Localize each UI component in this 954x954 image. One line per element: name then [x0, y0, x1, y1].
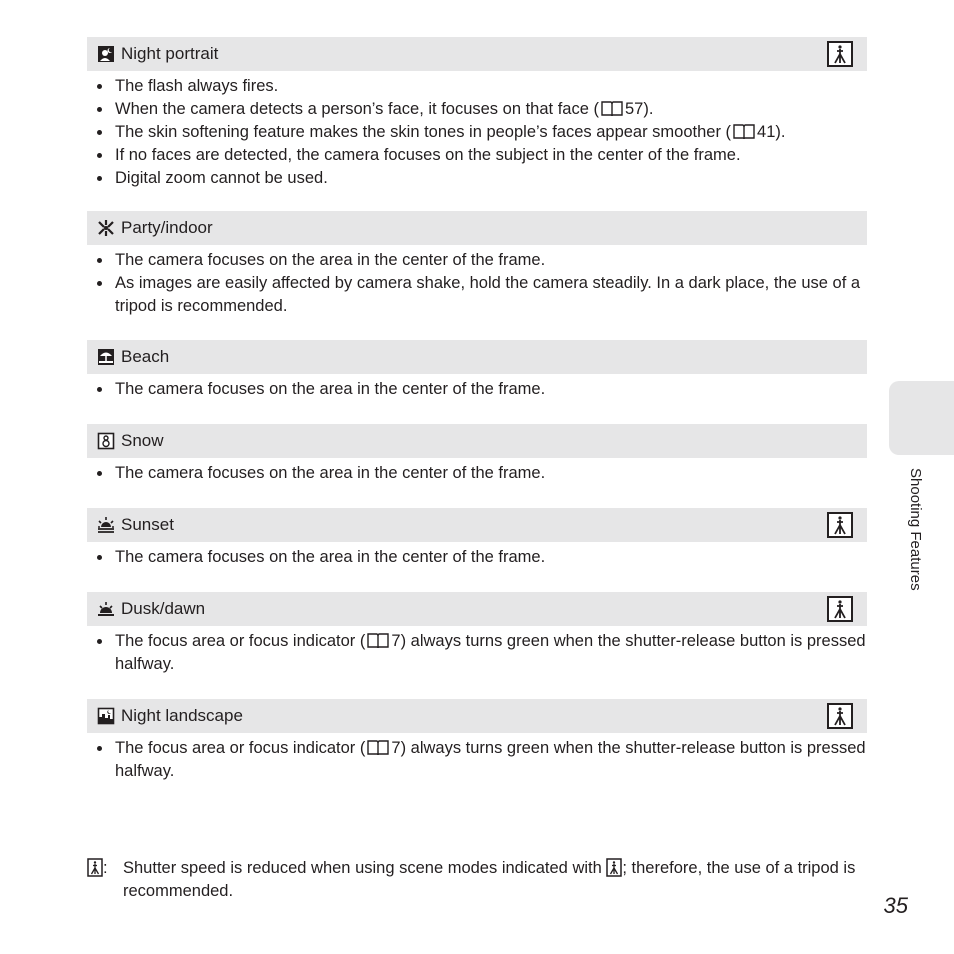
chapter-tab	[889, 381, 954, 455]
tripod-icon	[606, 858, 622, 877]
section-title: Night portrait	[121, 44, 219, 63]
section-header	[87, 340, 867, 374]
footnote-text: Shutter speed is reduced when using scene modes indicated with ; therefore, the use of a tripod is recommended.	[123, 859, 856, 900]
list-item: The flash always fires.	[87, 75, 867, 98]
bullet-list	[87, 462, 867, 485]
tripod-icon	[827, 596, 853, 622]
tripod-icon	[87, 858, 103, 877]
section-header	[87, 592, 867, 626]
list-item: The camera focuses on the area in the center of the frame.	[87, 378, 867, 401]
dusk-dawn-icon	[97, 600, 115, 618]
list-item: As images are easily affected by camera shake, hold the camera steadily. In a dark place, the use of a tripod is recommended.	[87, 272, 867, 318]
tripod-icon	[827, 703, 853, 729]
party-indoor-icon	[97, 219, 115, 237]
tripod-icon	[827, 512, 853, 538]
section-title: Night landscape	[121, 706, 243, 725]
chapter-label: Shooting Features	[907, 468, 924, 591]
section-title: Sunset	[121, 515, 174, 534]
section-party-indoor	[87, 211, 867, 318]
section-header	[87, 211, 867, 245]
bullet-list	[87, 378, 867, 401]
sunset-icon	[97, 516, 115, 534]
section-snow	[87, 424, 867, 485]
section-header	[87, 37, 867, 71]
beach-icon	[97, 348, 115, 366]
section-title: Beach	[121, 347, 170, 366]
page-number: 35	[883, 893, 908, 918]
list-item: If no faces are detected, the camera focuses on the subject in the center of the frame.	[87, 144, 867, 167]
section-header	[87, 424, 867, 458]
list-item: The focus area or focus indicator ( 7) always turns green when the shutter-release button is pressed halfway.	[87, 737, 867, 783]
bullet-list	[87, 546, 867, 569]
bullet-list	[87, 75, 867, 190]
snow-icon	[97, 432, 115, 450]
section-dusk-dawn	[87, 592, 867, 676]
bullet-list	[87, 249, 867, 318]
list-item: When the camera detects a person’s face, it focuses on that face ( 57).	[87, 98, 867, 121]
footnote-mark: :	[87, 857, 108, 880]
section-title: Party/indoor	[121, 218, 213, 237]
section-sunset	[87, 508, 867, 569]
section-title: Snow	[121, 431, 164, 450]
night-portrait-icon	[97, 45, 115, 63]
bullet-list	[87, 737, 867, 783]
book-icon	[367, 740, 389, 755]
section-header	[87, 508, 867, 542]
list-item: The camera focuses on the area in the center of the frame.	[87, 462, 867, 485]
list-item: The camera focuses on the area in the center of the frame.	[87, 249, 867, 272]
book-icon	[733, 124, 755, 139]
night-landscape-icon	[97, 707, 115, 725]
list-item: The skin softening feature makes the skin tones in people’s faces appear smoother ( 41).	[87, 121, 867, 144]
list-item: The focus area or focus indicator ( 7) always turns green when the shutter-release button is pressed halfway.	[87, 630, 867, 676]
tripod-icon	[827, 41, 853, 67]
footnote	[87, 857, 857, 903]
section-title: Dusk/dawn	[121, 599, 206, 618]
section-night-portrait	[87, 37, 867, 190]
section-beach	[87, 340, 867, 401]
list-item: Digital zoom cannot be used.	[87, 167, 867, 190]
book-icon	[601, 101, 623, 116]
section-night-landscape	[87, 699, 867, 783]
section-header	[87, 699, 867, 733]
list-item: The camera focuses on the area in the center of the frame.	[87, 546, 867, 569]
bullet-list	[87, 630, 867, 676]
book-icon	[367, 633, 389, 648]
